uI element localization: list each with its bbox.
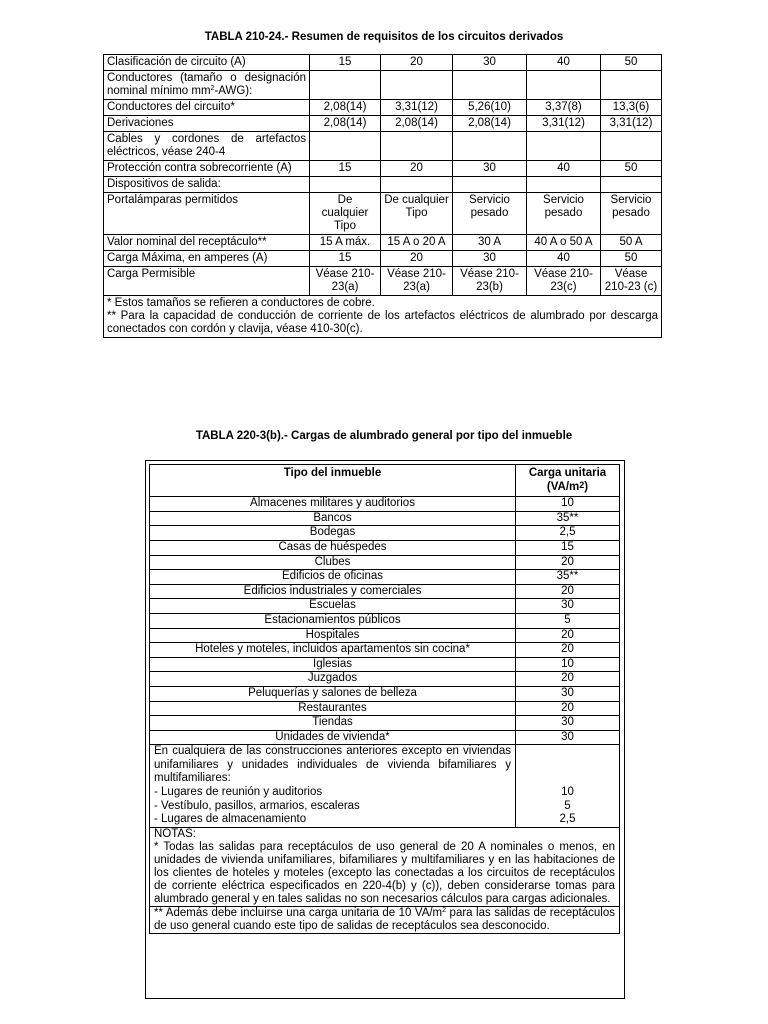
occupancy-type: Bancos xyxy=(150,511,516,526)
row-value: 2,08(14) xyxy=(381,116,453,132)
row-value: 15 A máx. xyxy=(310,235,381,251)
table1-row xyxy=(104,193,662,235)
row-value: 20 xyxy=(381,251,453,267)
row-value xyxy=(601,71,662,100)
row-value: 50 xyxy=(601,251,662,267)
row-value xyxy=(381,71,453,100)
header-occupancy-type: Tipo del inmueble xyxy=(150,465,516,497)
occupancy-row xyxy=(150,686,620,701)
row-label: Carga Permisible xyxy=(104,267,310,296)
row-value xyxy=(601,132,662,161)
row-value: 40 xyxy=(527,55,601,71)
occupancy-type: Edificios de oficinas xyxy=(150,570,516,585)
occupancy-type: Bodegas xyxy=(150,526,516,541)
occupancy-row xyxy=(150,613,620,628)
row-value: 3,37(8) xyxy=(527,100,601,116)
row-value xyxy=(527,177,601,193)
occupancy-type: Estacionamientos públicos xyxy=(150,613,516,628)
row-value: 40 xyxy=(527,251,601,267)
note2-row xyxy=(150,906,620,933)
lighting-loads-table-frame xyxy=(145,460,625,999)
note-unknown-receptacles: ** Además debe incluirse una carga unitaria de 10 $VA/m^2$ para las salidas de receptáculos de uso general cuando este tipo de salidas de receptáculos sea desconocido. xyxy=(150,906,620,933)
row-value xyxy=(527,71,601,100)
row-value: 50 xyxy=(601,161,662,177)
row-value: 40 A o 50 A xyxy=(527,235,601,251)
notes-cell xyxy=(150,827,620,906)
row-value: De cualquier Tipo xyxy=(381,193,453,235)
table1-row xyxy=(104,100,662,116)
notes-title: NOTAS: xyxy=(154,827,196,840)
occupancy-type: Casas de huéspedes xyxy=(150,540,516,555)
row-value: 50 A xyxy=(601,235,662,251)
unit-load: 20 xyxy=(516,672,620,687)
occupancy-type: Juzgados xyxy=(150,672,516,687)
exception-load: 2,5 xyxy=(559,813,576,826)
occupancy-type: Escuelas xyxy=(150,599,516,614)
unit-load: 15 xyxy=(516,540,620,555)
row-value: Servicio pesado xyxy=(601,193,662,235)
exception-item: - Lugares de reunión y auditorios xyxy=(154,786,323,799)
table1-row xyxy=(104,116,662,132)
table1-row xyxy=(104,132,662,161)
exception-loads-cell xyxy=(516,745,620,828)
row-value: 2,08(14) xyxy=(453,116,527,132)
row-value xyxy=(381,177,453,193)
row-value xyxy=(453,71,527,100)
occupancy-type: Hoteles y moteles, incluidos apartamentos sin cocina* xyxy=(150,643,516,658)
occupancy-row xyxy=(150,672,620,687)
row-value xyxy=(453,132,527,161)
row-value: 5,26(10) xyxy=(453,100,527,116)
occupancy-type: Restaurantes xyxy=(150,701,516,716)
table1-title: TABLA 210-24.- Resumen de requisitos de los circuitos derivados xyxy=(204,31,564,43)
unit-load: 5 xyxy=(516,613,620,628)
row-label: Derivaciones xyxy=(104,116,310,132)
table1-row xyxy=(104,71,662,100)
row-label: Valor nominal del receptáculo** xyxy=(104,235,310,251)
exception-row xyxy=(150,745,620,828)
occupancy-row xyxy=(150,511,620,526)
occupancy-type: Iglesias xyxy=(150,657,516,672)
occupancy-row xyxy=(150,657,620,672)
unit-load: 20 xyxy=(516,555,620,570)
footnote-discharge-lighting: ** Para la capacidad de conducción de corriente de los artefactos eléctricos de alumbrado por descarga conectados con cordón y clavija, véase 410-30(c). xyxy=(107,310,658,335)
occupancy-row xyxy=(150,555,620,570)
occupancy-type: Unidades de vivienda* xyxy=(150,730,516,745)
row-value: Véase 210-23 (c) xyxy=(601,267,662,296)
row-value: 50 xyxy=(601,55,662,71)
occupancy-type: Clubes xyxy=(150,555,516,570)
row-value: 30 xyxy=(453,251,527,267)
branch-circuit-requirements-table xyxy=(103,54,662,338)
row-label: Carga Máxima, en amperes (A) xyxy=(104,251,310,267)
table1-row xyxy=(104,267,662,296)
unit-load: 20 xyxy=(516,643,620,658)
occupancy-row xyxy=(150,716,620,731)
occupancy-row xyxy=(150,540,620,555)
unit-load: 10 xyxy=(516,657,620,672)
row-value: Véase 210-23(a) xyxy=(310,267,381,296)
occupancy-row xyxy=(150,643,620,658)
table1-row xyxy=(104,161,662,177)
occupancy-row xyxy=(150,628,620,643)
unit-load: 20 xyxy=(516,628,620,643)
row-label: Cables y cordones de artefactos eléctricos, véase 240-4 xyxy=(104,132,310,161)
row-value xyxy=(310,71,381,100)
row-value: 30 A xyxy=(453,235,527,251)
occupancy-type: Hospitales xyxy=(150,628,516,643)
occupancy-type: Tiendas xyxy=(150,716,516,731)
row-value: 3,31(12) xyxy=(601,116,662,132)
unit-load: 30 xyxy=(516,686,620,701)
row-value: 15 xyxy=(310,251,381,267)
row-value: 15 xyxy=(310,55,381,71)
unit-load: 10 xyxy=(516,497,620,512)
table1-row xyxy=(104,235,662,251)
unit-load: 35** xyxy=(516,511,620,526)
exception-load: 10 xyxy=(561,786,574,799)
exception-text: En cualquiera de las construcciones anteriores excepto en viviendas unifamiliares y unidades individuales de vivienda bifamiliares y multifamiliares: xyxy=(154,745,511,785)
table2-title: TABLA 220-3(b).- Cargas de alumbrado general por tipo del inmueble xyxy=(195,430,573,442)
row-value: 20 xyxy=(381,161,453,177)
occupancy-type: Peluquerías y salones de belleza xyxy=(150,686,516,701)
occupancy-row xyxy=(150,701,620,716)
row-value: 15 xyxy=(310,161,381,177)
table2-header-row xyxy=(150,465,620,497)
unit-load: 35** xyxy=(516,570,620,585)
occupancy-row xyxy=(150,599,620,614)
row-value: Véase 210-23(a) xyxy=(381,267,453,296)
occupancy-row xyxy=(150,730,620,745)
table1-footnote-row xyxy=(104,296,662,338)
table1-row xyxy=(104,251,662,267)
row-value: Véase 210-23(b) xyxy=(453,267,527,296)
row-value: Véase 210-23(c) xyxy=(527,267,601,296)
table1-row xyxy=(104,55,662,71)
row-value: 3,31(12) xyxy=(381,100,453,116)
notes-row xyxy=(150,827,620,906)
footnote-copper: * Estos tamaños se refieren a conductores de cobre. xyxy=(107,297,375,309)
occupancy-type: Edificios industriales y comerciales xyxy=(150,584,516,599)
row-value: De cualquier Tipo xyxy=(310,193,381,235)
occupancy-type: Almacenes militares y auditorios xyxy=(150,497,516,512)
row-value: 30 xyxy=(453,55,527,71)
row-value: 2,08(14) xyxy=(310,100,381,116)
row-value: 2,08(14) xyxy=(310,116,381,132)
table1-footnotes xyxy=(104,296,662,338)
row-value: 20 xyxy=(381,55,453,71)
lighting-loads-table xyxy=(149,464,620,934)
row-value: 13,3(6) xyxy=(601,100,662,116)
header-unit-load: Carga unitaria $(VA/m^2)$ xyxy=(516,465,620,497)
exception-item: - Lugares de almacenamiento xyxy=(154,813,307,826)
row-value xyxy=(310,177,381,193)
unit-load: 30 xyxy=(516,716,620,731)
row-value xyxy=(310,132,381,161)
row-label: Clasificación de circuito (A) xyxy=(104,55,310,71)
unit-load: 20 xyxy=(516,584,620,599)
row-value: 15 A o 20 A xyxy=(381,235,453,251)
row-value xyxy=(381,132,453,161)
row-label: Conductores (tamaño o designación nominal mínimo $mm^2-AWG$): xyxy=(104,71,310,100)
row-value: 30 xyxy=(453,161,527,177)
row-label: Dispositivos de salida: xyxy=(104,177,310,193)
row-label: Portalámparas permitidos xyxy=(104,193,310,235)
occupancy-row xyxy=(150,526,620,541)
row-value xyxy=(527,132,601,161)
row-value: Servicio pesado xyxy=(527,193,601,235)
exception-load: 5 xyxy=(564,799,571,812)
occupancy-row xyxy=(150,497,620,512)
unit-load: 2,5 xyxy=(516,526,620,541)
unit-load: 20 xyxy=(516,701,620,716)
occupancy-row xyxy=(150,584,620,599)
row-label: Conductores del circuito* xyxy=(104,100,310,116)
unit-load: 30 xyxy=(516,599,620,614)
exception-cell xyxy=(150,745,516,828)
note-general-receptacles: * Todas las salidas para receptáculos de uso general de 20 A nominales o menos, en unidades de vivienda unifamiliares, bifamiliares y multifamiliares y en las habitaciones de los clientes de hoteles y moteles (excepto las conectadas a los circuitos de receptáculos de corriente eléctrica especificados en 220-4(b) y (c)), deben considerarse tomas para alumbrado general y en tales salidas no son necesarios cálculos para cargas adicionales. xyxy=(154,840,615,905)
row-value: Servicio pesado xyxy=(453,193,527,235)
exception-item: - Vestíbulo, pasillos, armarios, escaleras xyxy=(154,799,360,812)
row-value: 3,31(12) xyxy=(527,116,601,132)
row-value: 40 xyxy=(527,161,601,177)
row-value xyxy=(601,177,662,193)
row-value xyxy=(453,177,527,193)
unit-load: 30 xyxy=(516,730,620,745)
table1-row xyxy=(104,177,662,193)
occupancy-row xyxy=(150,570,620,585)
row-label: Protección contra sobrecorriente (A) xyxy=(104,161,310,177)
